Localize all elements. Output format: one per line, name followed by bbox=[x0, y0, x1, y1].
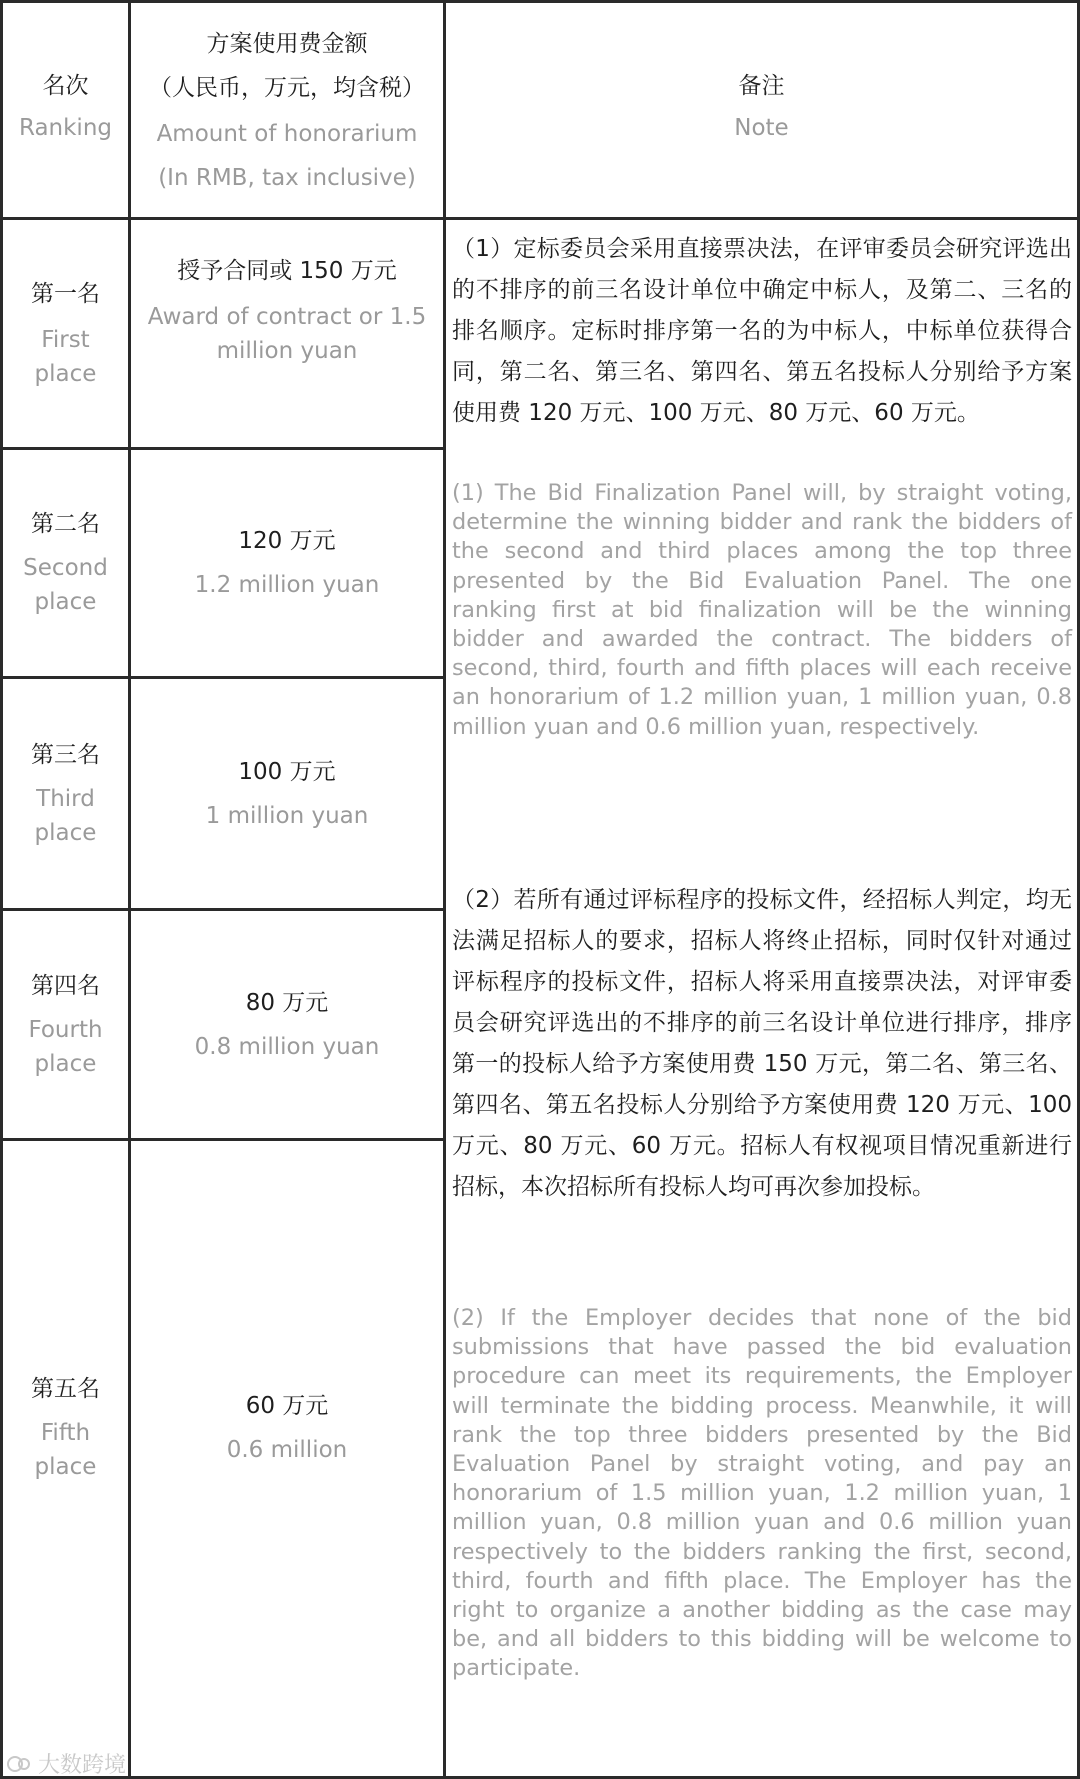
rank-en-line1: Fourth bbox=[28, 1016, 103, 1043]
amount-cell-4 bbox=[131, 911, 443, 1138]
watermark-logo-icon bbox=[6, 1753, 32, 1775]
rank-zh: 第二名 bbox=[31, 511, 100, 537]
amount-en-line1: 1 million yuan bbox=[205, 802, 369, 829]
rank-en-line2: place bbox=[34, 819, 97, 846]
rank-en-line1: Fifth bbox=[40, 1419, 91, 1446]
header-ranking-zh: 名次 bbox=[42, 73, 89, 99]
rank-en-line2: place bbox=[34, 1050, 97, 1077]
rank-cell-3 bbox=[3, 679, 128, 908]
amount-cell-5 bbox=[131, 1141, 443, 1776]
header-note-cell bbox=[446, 3, 1077, 217]
amount-en-line1: Award of contract or 1.5 bbox=[147, 303, 427, 330]
amount-cell-3 bbox=[131, 679, 443, 908]
amount-cell-1 bbox=[131, 220, 443, 447]
amount-zh: 100 万元 bbox=[238, 758, 336, 785]
amount-en-line1: 0.6 million bbox=[226, 1436, 348, 1463]
rank-cell-1 bbox=[3, 220, 128, 447]
amount-zh: 授予合同或 150 万元 bbox=[177, 257, 397, 284]
header-note-zh: 备注 bbox=[738, 73, 785, 99]
rank-zh: 第四名 bbox=[31, 972, 100, 999]
header-amount-en-2: (In RMB, tax inclusive) bbox=[158, 165, 416, 191]
amount-zh: 60 万元 bbox=[245, 1392, 329, 1419]
rank-cell-4 bbox=[3, 911, 128, 1138]
note-1-en: (1) The Bid Finalization Panel will, by straight voting, determine the winning bidder and rank the bidders of the second and third places among the top three presented by the Bid Evaluation Panel. The one ranking first at bid finalization will be the winning bidder and awarded the contract. The bidders of second, third, fourth and fifth places will each receive an honorarium of 1.2 million yuan, 1 million yuan, 0.8 million yuan and 0.6 million yuan, respectively. bbox=[452, 480, 1072, 740]
header-note-en: Note bbox=[734, 115, 789, 141]
rank-en-line2: place bbox=[34, 589, 97, 615]
rank-zh: 第一名 bbox=[31, 280, 100, 307]
rank-en-line1: Third bbox=[36, 785, 95, 812]
header-amount-en-1: Amount of honorarium bbox=[156, 121, 418, 147]
note-1-zh: （1）定标委员会采用直接票决法，在评审委员会研究评选出的不排序的前三名设计单位中确定中标人，及第二、三名的排名顺序。定标时排序第一名的为中标人，中标单位获得合同，第二名、第三名、第四名、第五名投标人分别给予方案使用费 120 万元、100 万元、80 万元、60 万元。 bbox=[452, 236, 1072, 426]
column-divider-2 bbox=[443, 0, 446, 1779]
rank-cell-5 bbox=[3, 1141, 128, 1776]
amount-en-line1: 0.8 million yuan bbox=[194, 1033, 380, 1060]
note-2-zh: （2）若所有通过评标程序的投标文件，经招标人判定，均无法满足招标人的要求，招标人将终止招标，同时仅针对通过评标程序的投标文件，招标人将采用直接票决法，对评审委员会研究评选出的不排序的前三名设计单位进行排序，排序第一的投标人给予方案使用费 150 万元，第二名、第三名、第四名、第五名投标人分别给予方案使用费 120 万元、100 万元、80 万元、60 万元。招标人有权视项目情况重新进行招标，本次招标所有投标人均可再次参加投标。 bbox=[452, 887, 1072, 1200]
rank-zh: 第五名 bbox=[31, 1375, 100, 1402]
header-amount-zh-2: （人民币，万元，均含税） bbox=[149, 75, 425, 101]
rank-cell-2 bbox=[3, 450, 128, 676]
header-ranking-en: Ranking bbox=[18, 115, 113, 141]
amount-en-line1: 1.2 million yuan bbox=[194, 572, 380, 598]
amount-zh: 120 万元 bbox=[238, 528, 336, 554]
note-2-en: (2) If the Employer decides that none of the bid submissions that have passed the bid evaluation procedure can meet its requirements, the Employer will terminate the bidding process. Meanwhile, it will rank the top three bidders presented by the Bid Evaluation Panel by straight voting, and pay an honorarium of 1.5 million yuan, 1.2 million yuan, 1 million yuan, 0.8 million yuan and 0.6 million yuan respectively to the bidders ranking the first, second, third, fourth and fifth place. The Employer has the right to organize a another bidding as the case may be, and all bidders to this bidding will be welcome to participate. bbox=[452, 1305, 1072, 1682]
watermark-text: 大数跨境 bbox=[38, 1753, 127, 1778]
amount-en-line2: million yuan bbox=[216, 337, 358, 364]
header-ranking-cell bbox=[3, 3, 128, 217]
amount-zh: 80 万元 bbox=[245, 989, 329, 1016]
rank-en-line1: Second bbox=[23, 555, 108, 581]
amount-cell-2 bbox=[131, 450, 443, 676]
rank-en-line1: First bbox=[41, 326, 90, 353]
rank-zh: 第三名 bbox=[31, 741, 100, 768]
rank-en-line2: place bbox=[34, 1453, 97, 1480]
header-amount-zh-1: 方案使用费金额 bbox=[206, 31, 368, 57]
rank-en-line2: place bbox=[34, 360, 97, 387]
watermark bbox=[6, 1748, 126, 1779]
header-amount-cell bbox=[131, 3, 443, 217]
